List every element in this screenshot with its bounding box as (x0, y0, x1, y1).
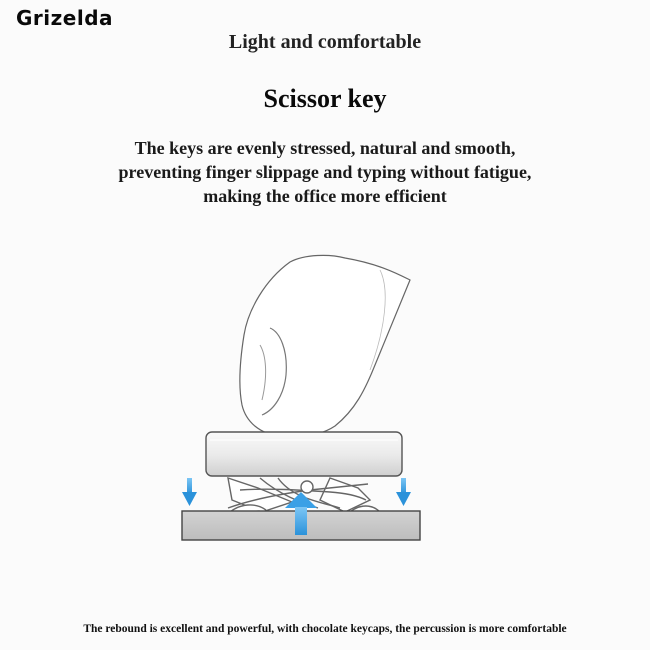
keycap (206, 432, 402, 476)
down-arrow-right-icon (396, 478, 411, 506)
scissor-key-illustration (170, 250, 440, 550)
down-arrow-left-icon (182, 478, 197, 506)
subtitle: Light and comfortable (228, 31, 422, 53)
description-line-1: The keys are evenly stressed, natural and smooth, (134, 138, 516, 158)
description-line-3: making the office more efficient (203, 186, 447, 206)
description-line-2: preventing finger slippage and typing without fatigue, (118, 162, 532, 182)
description (60, 136, 590, 208)
brand-logo: Grizelda (16, 6, 114, 30)
footer-caption: The rebound is excellent and powerful, with chocolate keycaps, the percussion is more comfortable (83, 623, 567, 635)
finger-icon (240, 255, 410, 436)
page-title: Scissor key (263, 84, 387, 113)
